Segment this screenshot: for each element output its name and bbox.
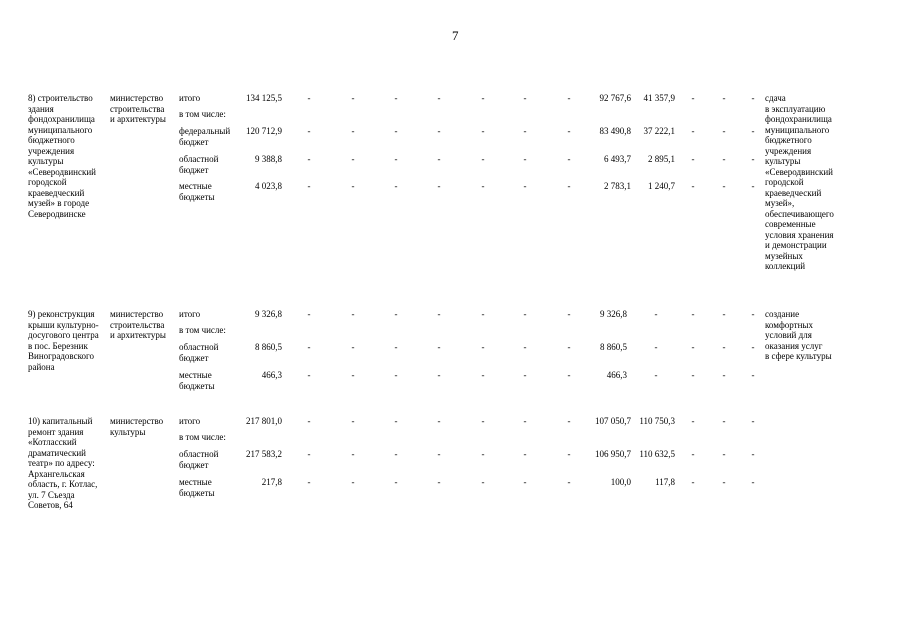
empty-value-dash: - — [437, 342, 441, 352]
empty-value-dash: - — [691, 154, 695, 164]
funding-source-label: итого — [179, 309, 201, 319]
activity-name-line: Архангельская — [28, 468, 85, 479]
empty-value-dash: - — [751, 309, 755, 319]
empty-value-dash: - — [394, 309, 398, 319]
year-amount: 41 357,9 — [643, 93, 675, 103]
total-amount: 8 860,5 — [255, 342, 282, 352]
result-line: в сфере культуры — [765, 351, 832, 361]
year-amount: 6 493,7 — [604, 154, 631, 164]
funding-source-label: областной — [179, 154, 219, 164]
total-amount: 217 583,2 — [246, 449, 282, 459]
empty-value-dash: - — [567, 309, 571, 319]
empty-value-dash: - — [751, 370, 755, 380]
activity-name-line: область, г. Котлас, — [28, 479, 98, 489]
empty-value-dash: - — [751, 93, 755, 103]
empty-value-dash: - — [481, 416, 485, 426]
funding-source-label: областной — [179, 342, 219, 352]
activity-name-line: ул. 7 Съезда — [28, 489, 75, 500]
year-amount: 92 767,6 — [599, 93, 631, 103]
empty-value-dash: - — [351, 370, 355, 380]
empty-value-dash: - — [523, 477, 527, 487]
result-line: обеспечивающего — [765, 208, 834, 219]
empty-value-dash: - — [523, 449, 527, 459]
result-line: муниципального — [765, 124, 830, 135]
empty-value-dash: - — [437, 449, 441, 459]
activity-name-line: 8) строительство — [28, 93, 93, 103]
total-amount: 134 125,5 — [246, 93, 282, 103]
empty-value-dash: - — [394, 370, 398, 380]
executor-line: строительства — [110, 103, 165, 114]
empty-value-dash: - — [722, 477, 726, 487]
funding-source-label: бюджет — [179, 459, 209, 470]
result-line: «Северодвинский — [765, 166, 834, 177]
empty-value-dash: - — [691, 342, 695, 352]
funding-source-label: бюджет — [179, 352, 209, 363]
result-line: современные — [765, 219, 816, 229]
empty-value-dash: - — [691, 477, 695, 487]
empty-value-dash: - — [437, 93, 441, 103]
result-line: фондохранилища — [765, 114, 832, 124]
empty-value-dash: - — [523, 126, 527, 136]
empty-value-dash: - — [351, 126, 355, 136]
activity-name-line: 9) реконструкция — [28, 309, 95, 319]
empty-value-dash: - — [307, 342, 311, 352]
year-amount: 37 222,1 — [643, 126, 675, 136]
empty-value-dash: - — [567, 370, 571, 380]
empty-value-dash: - — [722, 416, 726, 426]
empty-value-dash: - — [394, 449, 398, 459]
activity-name-line: ремонт здания — [28, 426, 84, 437]
result-line: бюджетного — [765, 135, 812, 145]
empty-value-dash: - — [722, 93, 726, 103]
empty-value-dash: - — [751, 477, 755, 487]
year-amount: 2 783,1 — [604, 181, 631, 191]
result-line: культуры — [765, 156, 801, 166]
funding-source-label: бюджеты — [179, 191, 215, 202]
funding-source-label: в том числе: — [179, 432, 226, 442]
empty-value-dash: - — [523, 309, 527, 319]
empty-value-dash: - — [481, 126, 485, 136]
page-number: 7 — [452, 28, 459, 43]
empty-value-dash: - — [751, 181, 755, 191]
empty-value-dash: - — [523, 181, 527, 191]
empty-value-dash: - — [307, 416, 311, 426]
funding-source-label: итого — [179, 416, 201, 426]
empty-value-dash: - — [394, 477, 398, 487]
total-amount: 217 801,0 — [246, 416, 282, 426]
empty-value-dash: - — [351, 416, 355, 426]
empty-value-dash: - — [394, 93, 398, 103]
empty-value-dash: - — [691, 309, 695, 319]
empty-value-dash: - — [751, 342, 755, 352]
empty-value-dash: - — [351, 181, 355, 191]
empty-value-dash: - — [691, 181, 695, 191]
year-amount: 466,3 — [606, 370, 627, 380]
empty-value-dash: - — [751, 126, 755, 136]
year-amount: 1 240,7 — [648, 181, 675, 191]
result-line: краеведческий — [765, 187, 822, 198]
empty-value-dash: - — [523, 93, 527, 103]
result-line: создание — [765, 309, 800, 319]
empty-value-dash: - — [351, 154, 355, 164]
empty-value-dash: - — [567, 154, 571, 164]
year-amount: 8 860,5 — [600, 342, 627, 352]
activity-name-line: «Котласский — [28, 437, 77, 447]
result-line: музей», — [765, 198, 795, 208]
funding-source-label: итого — [179, 93, 201, 103]
empty-value-dash: - — [481, 370, 485, 380]
funding-source-label: в том числе: — [179, 109, 226, 119]
result-line: сдача — [765, 93, 786, 103]
executor-line: министерство — [110, 309, 164, 319]
year-amount: 110 632,5 — [639, 449, 675, 459]
year-amount: 9 326,8 — [600, 309, 627, 319]
empty-value-dash: - — [307, 154, 311, 164]
empty-value-dash: - — [523, 416, 527, 426]
funding-source-label: бюджеты — [179, 380, 215, 391]
empty-value-dash: - — [567, 93, 571, 103]
activity-name-line: здания — [28, 103, 54, 114]
executor-line: и архитектуры — [110, 114, 166, 124]
result-line: комфортных — [765, 319, 813, 330]
empty-value-dash: - — [654, 342, 658, 352]
empty-value-dash: - — [691, 416, 695, 426]
empty-value-dash: - — [481, 309, 485, 319]
empty-value-dash: - — [437, 309, 441, 319]
empty-value-dash: - — [437, 416, 441, 426]
empty-value-dash: - — [722, 154, 726, 164]
result-line: оказания услуг — [765, 340, 823, 351]
empty-value-dash: - — [654, 370, 658, 380]
empty-value-dash: - — [394, 181, 398, 191]
funding-source-label: местные — [179, 477, 212, 487]
executor-line: министерство — [110, 93, 164, 103]
year-amount: 83 490,8 — [599, 126, 631, 136]
year-amount: 117,8 — [655, 477, 675, 487]
empty-value-dash: - — [567, 449, 571, 459]
empty-value-dash: - — [722, 449, 726, 459]
empty-value-dash: - — [567, 126, 571, 136]
activity-name-line: крыши культурно- — [28, 319, 99, 330]
empty-value-dash: - — [307, 126, 311, 136]
empty-value-dash: - — [351, 449, 355, 459]
empty-value-dash: - — [481, 181, 485, 191]
empty-value-dash: - — [567, 416, 571, 426]
activity-name-line: театр» по адресу: — [28, 458, 95, 468]
year-amount: 110 750,3 — [639, 416, 675, 426]
empty-value-dash: - — [437, 477, 441, 487]
activity-name-line: района — [28, 361, 55, 372]
activity-name-line: муниципального — [28, 124, 93, 135]
empty-value-dash: - — [722, 342, 726, 352]
empty-value-dash: - — [481, 93, 485, 103]
empty-value-dash: - — [481, 477, 485, 487]
empty-value-dash: - — [523, 154, 527, 164]
result-line: учреждения — [765, 145, 812, 156]
empty-value-dash: - — [394, 126, 398, 136]
empty-value-dash: - — [567, 477, 571, 487]
executor-line: культуры — [110, 426, 146, 437]
empty-value-dash: - — [722, 181, 726, 191]
empty-value-dash: - — [307, 309, 311, 319]
total-amount: 217,8 — [261, 477, 282, 487]
empty-value-dash: - — [437, 370, 441, 380]
activity-name-line: Северодвинске — [28, 208, 86, 219]
funding-source-label: федеральный — [179, 126, 231, 136]
empty-value-dash: - — [751, 154, 755, 164]
empty-value-dash: - — [722, 370, 726, 380]
empty-value-dash: - — [394, 416, 398, 426]
empty-value-dash: - — [437, 154, 441, 164]
empty-value-dash: - — [751, 416, 755, 426]
year-amount: 107 050,7 — [595, 416, 631, 426]
empty-value-dash: - — [751, 449, 755, 459]
result-line: в эксплуатацию — [765, 103, 826, 114]
result-line: условия хранения — [765, 229, 834, 240]
funding-source-label: местные — [179, 370, 212, 380]
activity-name-line: фондохранилища — [28, 114, 95, 124]
total-amount: 466,3 — [261, 370, 282, 380]
empty-value-dash: - — [567, 181, 571, 191]
empty-value-dash: - — [523, 370, 527, 380]
empty-value-dash: - — [481, 342, 485, 352]
result-line: музейных — [765, 250, 803, 261]
empty-value-dash: - — [307, 181, 311, 191]
empty-value-dash: - — [351, 93, 355, 103]
empty-value-dash: - — [351, 309, 355, 319]
funding-source-label: бюджет — [179, 164, 209, 175]
total-amount: 9 326,8 — [255, 309, 282, 319]
empty-value-dash: - — [351, 477, 355, 487]
activity-name-line: досугового центра — [28, 330, 99, 340]
result-line: и демонстрации — [765, 240, 827, 250]
activity-name-line: музей» в городе — [28, 198, 90, 208]
empty-value-dash: - — [437, 181, 441, 191]
empty-value-dash: - — [481, 449, 485, 459]
activity-name-line: Виноградовского — [28, 351, 94, 361]
empty-value-dash: - — [394, 154, 398, 164]
activity-name-line: краеведческий — [28, 187, 85, 198]
executor-line: и архитектуры — [110, 330, 166, 340]
empty-value-dash: - — [523, 342, 527, 352]
total-amount: 9 388,8 — [255, 154, 282, 164]
activity-name-line: драматический — [28, 447, 86, 458]
empty-value-dash: - — [307, 370, 311, 380]
empty-value-dash: - — [722, 309, 726, 319]
empty-value-dash: - — [691, 449, 695, 459]
funding-source-label: бюджет — [179, 136, 209, 147]
empty-value-dash: - — [481, 154, 485, 164]
empty-value-dash: - — [307, 93, 311, 103]
empty-value-dash: - — [307, 449, 311, 459]
result-line: коллекций — [765, 261, 806, 271]
empty-value-dash: - — [307, 477, 311, 487]
year-amount: 106 950,7 — [595, 449, 631, 459]
empty-value-dash: - — [351, 342, 355, 352]
activity-name-line: «Северодвинский — [28, 166, 97, 177]
activity-name-line: 10) капитальный — [28, 416, 93, 426]
empty-value-dash: - — [691, 93, 695, 103]
executor-line: министерство — [110, 416, 164, 426]
activity-name-line: Советов, 64 — [28, 500, 73, 510]
total-amount: 4 023,8 — [255, 181, 282, 191]
funding-source-label: бюджеты — [179, 487, 215, 498]
total-amount: 120 712,9 — [246, 126, 282, 136]
activity-name-line: в пос. Березник — [28, 340, 88, 351]
activity-name-line: бюджетного — [28, 135, 75, 145]
activity-name-line: культуры — [28, 156, 64, 166]
empty-value-dash: - — [691, 126, 695, 136]
funding-source-label: местные — [179, 181, 212, 191]
empty-value-dash: - — [567, 342, 571, 352]
activity-name-line: учреждения — [28, 145, 75, 156]
funding-source-label: в том числе: — [179, 325, 226, 335]
year-amount: 100,0 — [610, 477, 631, 487]
empty-value-dash: - — [691, 370, 695, 380]
empty-value-dash: - — [394, 342, 398, 352]
funding-source-label: областной — [179, 449, 219, 459]
executor-line: строительства — [110, 319, 165, 330]
activity-name-line: городской — [28, 177, 67, 187]
result-line: городской — [765, 177, 804, 187]
empty-value-dash: - — [654, 309, 658, 319]
year-amount: 2 895,1 — [648, 154, 675, 164]
empty-value-dash: - — [437, 126, 441, 136]
empty-value-dash: - — [722, 126, 726, 136]
result-line: условий для — [765, 330, 812, 340]
